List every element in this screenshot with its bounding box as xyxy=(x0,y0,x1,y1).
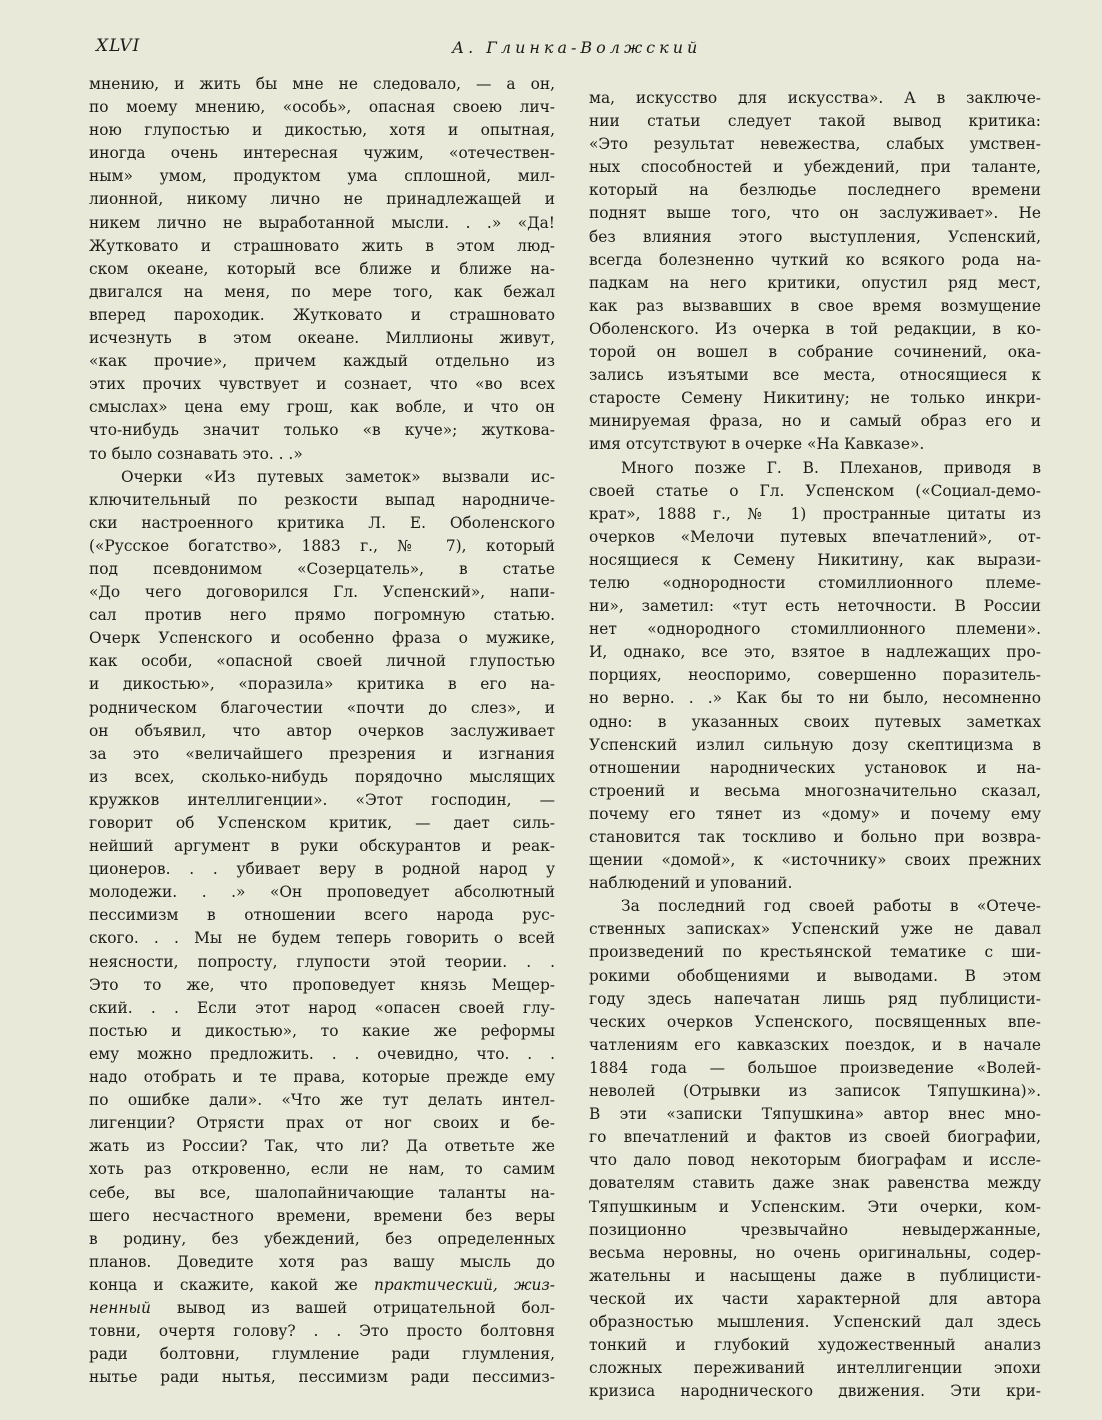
text-line: родническом благочестии «почти до слез», и xyxy=(89,698,555,717)
text-line: ческой их части характерной для автора xyxy=(589,1289,1041,1308)
text-line: Тяпушкиным и Успенским. Эти очерки, ком- xyxy=(589,1197,1041,1216)
text-line: из всех, сколько-нибудь порядочно мыслящих xyxy=(89,767,555,786)
text-line: падкам на него критики, опустил ряд мест, xyxy=(589,273,1041,292)
text-line: хоть раз откровенно, если не нам, то самим xyxy=(89,1160,555,1179)
text-line: поднят выше того, что он заслуживает». Не xyxy=(589,204,1041,223)
text-line: то было сознавать это. . .» xyxy=(89,444,303,463)
paragraph xyxy=(589,895,1041,1403)
text-line: В эти «записки Тяпушкина» автор внес мно- xyxy=(589,1105,1041,1124)
paragraph xyxy=(89,466,555,1390)
text-line: по моему мнению, «особь», опасная своею лич- xyxy=(89,98,555,117)
text-line: ему можно предложить. . . очевидно, что. . . xyxy=(89,1044,555,1063)
text-line: году здесь напечатан лишь ряд публицисти- xyxy=(589,989,1041,1008)
text-line: почему его тянет из «дому» и почему ему xyxy=(589,804,1041,823)
text-line: лигенции? Отрясти прах от ног своих и бе- xyxy=(89,1114,555,1133)
text-line: ма, искусство для искусства». А в заключе- xyxy=(589,89,1041,107)
text-line: по ошибке дали». «Что же тут делать интел- xyxy=(89,1091,555,1110)
text-line: ционеров. . . убивает веру в родной народ у xyxy=(89,860,555,879)
text-line: неволей (Отрывки из записок Тяпушкина)». xyxy=(589,1082,1041,1101)
text-line: жательны и насыщены даже в публицисти- xyxy=(589,1266,1041,1285)
text-line: планов. Доведите хотя раз вашу мысль до xyxy=(89,1252,555,1271)
text-column-left xyxy=(89,73,555,1389)
text-line: Много позже Г. В. Плеханов, приводя в xyxy=(621,458,1041,477)
text-line: торой он вошел в собрание сочинений, ока- xyxy=(589,343,1041,362)
text-line: щении «домой», к «источнику» своих прежних xyxy=(589,851,1041,870)
text-line: но верно. . .» Как бы то ни было, несомненно xyxy=(589,689,1041,708)
text-line: позиционно чрезвычайно невыдержанные, xyxy=(589,1220,1041,1239)
text-line: и дикостью», «поразила» критика в его на- xyxy=(89,675,555,694)
text-line: кризиса народнического движения. Эти кри- xyxy=(589,1382,1041,1401)
text-line: вперед пароходик. Жутковато и страшновато xyxy=(89,305,555,324)
text-line: нет «однородного стомиллионного племени». xyxy=(589,620,1041,639)
paragraph xyxy=(589,87,1041,457)
text-line: «До чего договорился Гл. Успенский», напи- xyxy=(89,583,555,602)
text-line: сложных переживаний интеллигенции эпохи xyxy=(589,1359,1041,1378)
text-line: строений и весьма многозначительно сказал, xyxy=(589,781,1041,800)
text-line: ною глупостью и дикостью, хотя и опытная, xyxy=(89,121,555,140)
text-line: носящиеся к Семену Никитину, как вырази- xyxy=(589,550,1041,569)
text-line: смыслах» цена ему грош, как вобле, и что он xyxy=(89,398,555,417)
text-line: Очерк Успенского и особенно фраза о мужике, xyxy=(89,629,555,648)
text-line: Это то же, что проповедует князь Мещер- xyxy=(89,975,555,994)
text-line: нытье ради нытья, пессимизм ради пессимиз- xyxy=(89,1368,555,1387)
text-line: постью и дикостью», то какие же реформы xyxy=(89,1021,555,1040)
text-line: шего несчастного времени, времени без веры xyxy=(89,1206,555,1225)
text-line: своей статье о Гл. Успенском («Социал-демо- xyxy=(589,481,1041,500)
text-line: рокими обобщениями и выводами. В этом xyxy=(589,966,1041,985)
text-line: старосте Семену Никитину; не только инкри- xyxy=(589,389,1041,408)
text-line: ческих очерков Успенского, посвященных впе- xyxy=(589,1012,1041,1031)
paragraph xyxy=(89,73,555,466)
text-line: Успенский излил сильную дозу скептицизма в xyxy=(589,735,1041,754)
text-line: ным» умом, продуктом ума сплошной, мил- xyxy=(89,167,555,186)
text-line: в родину, без убеждений, без определенных xyxy=(89,1229,555,1248)
paragraph xyxy=(589,457,1041,896)
text-line: крат», 1888 г., № 1) пространные цитаты из xyxy=(589,504,1041,523)
text-line: ском океане, который все ближе и ближе на- xyxy=(89,259,555,278)
text-line: нии статьи следует такой вывод критика: xyxy=(589,112,1041,131)
running-title: А. Глинка-Волжский xyxy=(452,38,702,57)
text-line: ского. . . Мы не будем теперь говорить о всей xyxy=(89,929,555,948)
text-line: Оболенского. Из очерка в той редакции, в ко- xyxy=(589,319,1041,338)
text-line: исчезнуть в этом океане. Миллионы живут, xyxy=(89,329,555,348)
text-line: 1884 года — большое произведение «Волей- xyxy=(589,1058,1041,1077)
text-line xyxy=(89,1274,555,1297)
text-line: кружков интеллигенции». «Этот господин, — xyxy=(89,790,555,809)
text-line: сал против него прямо погромную статью. xyxy=(89,606,555,625)
text-line: он объявил, что автор очерков заслуживает xyxy=(89,721,555,740)
text-segment: конца и скажите, какой же xyxy=(89,1275,374,1294)
text-line: очерков «Мелочи путевых впечатлений», от- xyxy=(589,527,1041,546)
text-line: говорит об Успенском критик, — дает силь- xyxy=(89,814,555,832)
text-line: чатлениям его кавказских поездок, и в начале xyxy=(589,1035,1041,1054)
text-line: весьма неровны, но очень оригинальны, содер- xyxy=(589,1243,1041,1262)
text-line: иногда очень интересная чужим, «отечествен- xyxy=(89,144,555,163)
text-line: телю «однородности стомиллионного племе- xyxy=(589,573,1041,592)
text-line: тонкий и глубокий художественный анализ xyxy=(589,1336,1041,1355)
text-line: ский. . . Если этот народ «опасен своей глу- xyxy=(89,998,555,1017)
text-line: нейший аргумент в руки обскурантов и реак- xyxy=(89,837,555,856)
text-line: что дало повод некоторым биографам и иссле- xyxy=(589,1151,1041,1170)
text-line: одно: в указанных своих путевых заметках xyxy=(589,712,1041,731)
page-number: XLVI xyxy=(96,36,141,56)
text-line: го впечатлений и фактов из своей биографии, xyxy=(589,1128,1041,1147)
text-line: Очерки «Из путевых заметок» вызвали ис- xyxy=(121,467,555,486)
text-line: этих прочих чувствует и сознает, что «во всех xyxy=(89,375,555,394)
text-line: ключительный по резкости выпад народниче- xyxy=(89,490,555,509)
text-line: который на безлюдье последнего времени xyxy=(589,181,1041,200)
text-line: себе, вы все, шалопайничающие таланты на- xyxy=(89,1183,555,1202)
text-line: как особи, «опасной своей личной глупостью xyxy=(89,652,555,671)
text-line: отношении народнических установок и на- xyxy=(589,758,1041,777)
text-line: молодежи. . .» «Он проповедует абсолютный xyxy=(89,883,555,902)
text-line: без влияния этого выступления, Успенский, xyxy=(589,227,1041,246)
text-line: двигался на меня, по мере того, как бежал xyxy=(89,282,555,301)
text-line: образностью мышления. Успенский дал здесь xyxy=(589,1312,1041,1331)
text-column-right xyxy=(589,87,1041,1403)
text-line xyxy=(89,1297,555,1320)
text-line: как раз вызвавших в свое время возмущение xyxy=(589,296,1041,315)
text-line: под псевдонимом «Созерцатель», в статье xyxy=(89,559,555,578)
text-line: пессимизм в отношении всего народа рус- xyxy=(89,906,555,925)
text-line: что-нибудь значит только «в куче»; жуткова- xyxy=(89,421,555,440)
text-line: за это «величайшего презрения и изгнания xyxy=(89,744,555,763)
text-line: произведений по крестьянской тематике с ши- xyxy=(589,943,1041,962)
text-line: порциях, неоспоримо, совершенно поразитель- xyxy=(589,666,1041,685)
text-line: ради болтовни, глумление ради глумления, xyxy=(89,1345,555,1364)
text-line: Жутковато и страшновато жить в этом люд- xyxy=(89,236,555,255)
text-line: За последний год своей работы в «Отече- xyxy=(621,897,1041,916)
text-line: ных способностей и убеждений, при таланте, xyxy=(589,158,1041,177)
text-line: «как прочие», причем каждый отдельно из xyxy=(89,352,555,371)
text-line: зались изъятыми все места, относящиеся к xyxy=(589,366,1041,385)
text-segment: вывод из вашей отрицательной бол- xyxy=(150,1298,555,1317)
text-line: жать из России? Так, что ли? Да ответьте же xyxy=(89,1137,555,1156)
text-line: товни, очертя голову? . . Это просто болтовня xyxy=(89,1322,555,1341)
italic-text: ненный xyxy=(89,1298,151,1317)
text-line: («Русское богатство», 1883 г., № 7), который xyxy=(89,536,555,555)
text-line: неясности, попросту, глупости этой теории. . . xyxy=(89,952,555,971)
text-line: наблюдений и упований. xyxy=(589,874,793,893)
text-line: дователям ставить даже знак равенства между xyxy=(589,1174,1041,1193)
text-line: мнению, и жить бы мне не следовало, — а он, xyxy=(89,75,555,93)
text-line: И, однако, все это, взятое в надлежащих про- xyxy=(589,643,1041,662)
text-line: «Это результат невежества, слабых умствен- xyxy=(589,135,1041,154)
text-line: минируемая фраза, но и самый образ его и xyxy=(589,412,1041,431)
text-line: надо отобрать и те права, которые прежде ему xyxy=(89,1068,555,1087)
text-line: ски настроенного критика Л. Е. Оболенского xyxy=(89,513,555,532)
text-line: имя отсутствуют в очерке «На Кавказе». xyxy=(589,435,925,454)
italic-text: практический, жиз- xyxy=(373,1275,555,1294)
text-line: никем лично не выработанной мысли. . .» «Да! xyxy=(89,213,555,232)
text-line: становится так тоскливо и больно при возвра- xyxy=(589,828,1041,846)
text-line: лионной, никому лично не принадлежащей и xyxy=(89,190,555,209)
text-line: ственных записках» Успенский уже не давал xyxy=(589,920,1041,939)
text-line: всегда болезненно чуткий ко всякого рода на- xyxy=(589,250,1041,269)
text-line: ни», заметил: «тут есть неточности. В России xyxy=(589,597,1041,616)
